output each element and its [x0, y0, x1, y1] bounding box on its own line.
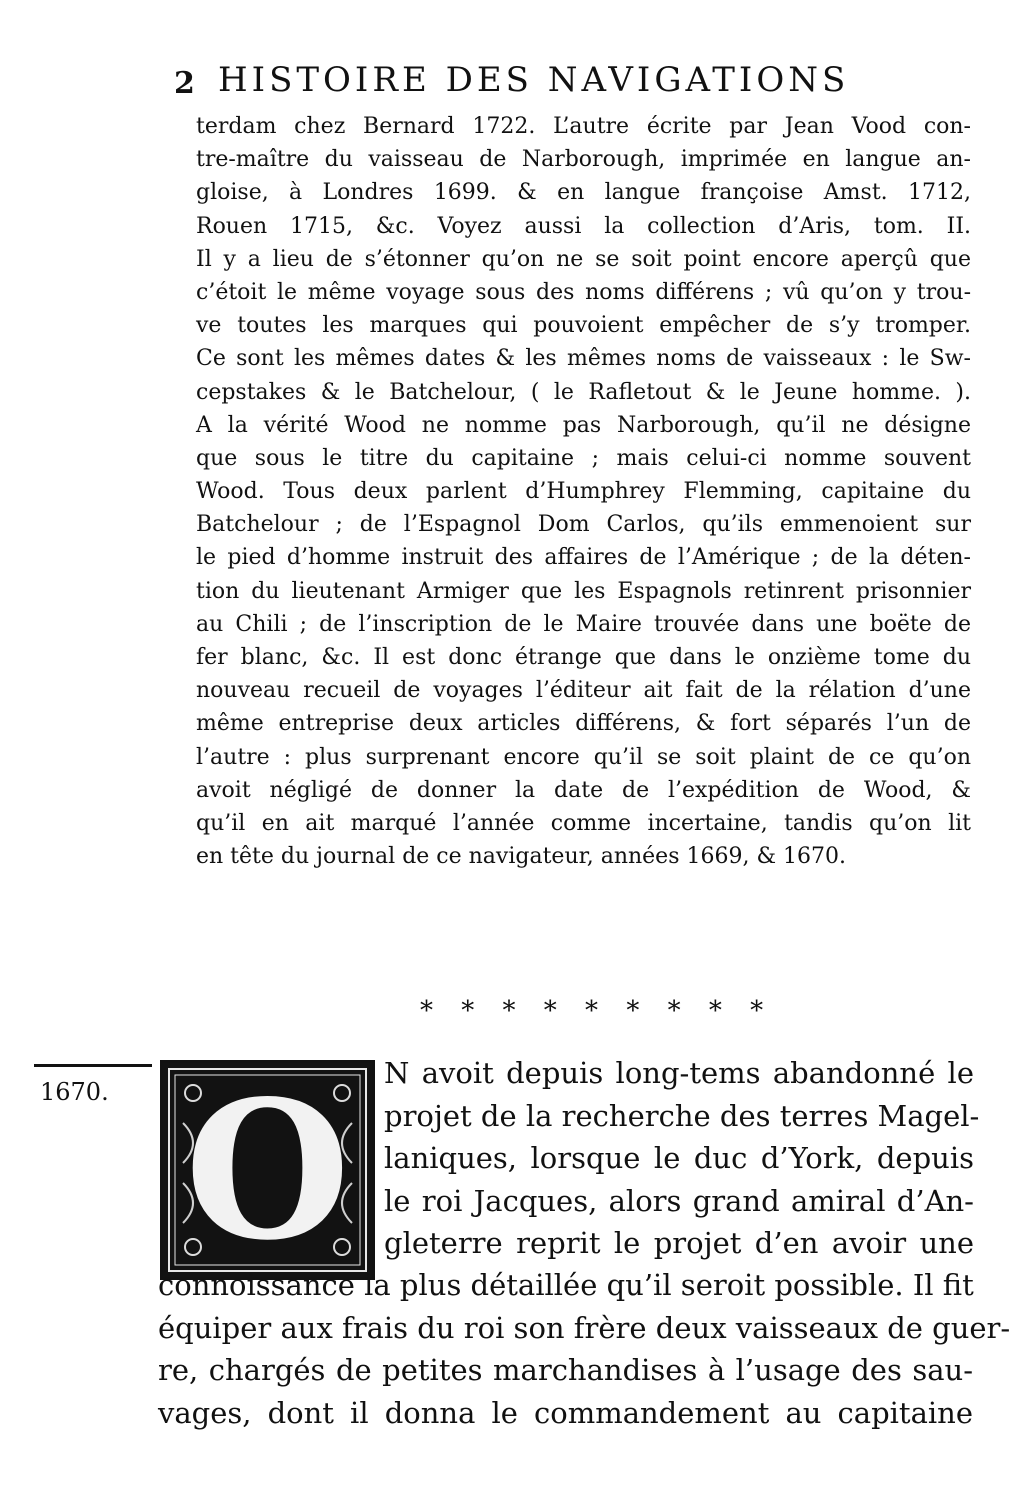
page-header — [174, 60, 894, 106]
footnote-line: Wood. Tous deux parlent d’Humphrey Flemming, capitaine du — [196, 479, 971, 505]
running-title: HISTOIRE DES NAVIGATIONS — [218, 60, 850, 100]
footnote-text — [196, 110, 971, 873]
body-line: connoissance la plus détaillée qu’il seroit possible. Il fit — [158, 1268, 974, 1302]
footnote-line: en tête du journal de ce navigateur, années 1669, & 1670. — [196, 844, 847, 870]
page-number: 2 — [174, 66, 195, 101]
body-line: gleterre reprit le projet d’en avoir une — [384, 1226, 974, 1260]
footnote-line: terdam chez Bernard 1722. L’autre écrite par Jean Vood con- — [196, 114, 971, 139]
footnote-line: que sous le titre du capitaine ; mais celui-ci nomme souvent — [196, 445, 971, 471]
footnote-line: ve toutes les marques qui pouvoient empêcher de s’y tromper. — [196, 313, 971, 339]
body-line: projet de la recherche des terres Magel- — [384, 1098, 980, 1133]
decorated-initial — [160, 1060, 375, 1280]
body-line: laniques, lorsque le duc d’York, depuis — [384, 1141, 974, 1175]
footnote-line: Il y a lieu de s’étonner qu’on ne se soit point encore aperçû que — [196, 246, 971, 272]
footnote-line: c’étoit le même voyage sous des noms différens ; vû qu’on y trou- — [196, 279, 971, 305]
initial-letter: O — [184, 1059, 351, 1282]
footnote-line: cepstakes & le Batchelour, ( le Rafletout & le Jeune homme. ). — [196, 379, 971, 405]
footnote-line: nouveau recueil de voyages l’éditeur ait fait de la rélation d’une — [196, 678, 971, 704]
footnote-line: tion du lieutenant Armiger que les Espagnols retinrent prisonnier — [196, 578, 971, 604]
body-line: le roi Jacques, alors grand amiral d’An- — [384, 1183, 974, 1218]
footnote-line: A la vérité Wood ne nomme pas Narborough, qu’il ne désigne — [196, 412, 971, 438]
margin-date: 1670. — [40, 1078, 109, 1106]
section-ornament: * * * * * * * * * — [420, 996, 774, 1026]
body-line: N avoit depuis long-tems abandonné le — [384, 1056, 974, 1090]
body-line: équiper aux frais du roi son frère deux vaisseaux de guer- — [158, 1310, 1011, 1345]
body-text-indented — [384, 1052, 980, 1265]
margin-rule — [34, 1064, 152, 1067]
footnote-line: avoit négligé de donner la date de l’expédition de Wood, & — [196, 777, 971, 803]
footnote-line: gloise, à Londres 1699. & en langue françoise Amst. 1712, — [196, 180, 971, 206]
footnote-line: Batchelour ; de l’Espagnol Dom Carlos, qu’ils emmenoient sur — [196, 512, 971, 538]
footnote-line: fer blanc, &c. Il est donc étrange que dans le onzième tome du — [196, 645, 971, 670]
body-text-full — [158, 1264, 1011, 1434]
footnote-line: Rouen 1715, &c. Voyez aussi la collection d’Aris, tom. II. — [196, 213, 971, 239]
footnote-line: tre-maître du vaisseau de Narborough, imprimée en langue an- — [196, 147, 971, 173]
footnote-line: Ce sont les mêmes dates & les mêmes noms de vaisseaux : le Sw- — [196, 346, 971, 372]
body-line: re, chargés de petites marchandises à l’usage des sau- — [158, 1353, 973, 1387]
footnote-line: même entreprise deux articles différens, & fort séparés l’un de — [196, 711, 971, 737]
footnote-line: le pied d’homme instruit des affaires de l’Amérique ; de la déten- — [196, 545, 971, 571]
footnote-line: l’autre : plus surprenant encore qu’il se soit plaint de ce qu’on — [196, 744, 971, 770]
footnote-line: qu’il en ait marqué l’année comme incertaine, tandis qu’on lit — [196, 810, 971, 836]
footnote-line: au Chili ; de l’inscription de le Maire trouvée dans une boëte de — [196, 611, 971, 637]
body-line: vages, dont il donna le commandement au capitaine — [158, 1395, 973, 1430]
